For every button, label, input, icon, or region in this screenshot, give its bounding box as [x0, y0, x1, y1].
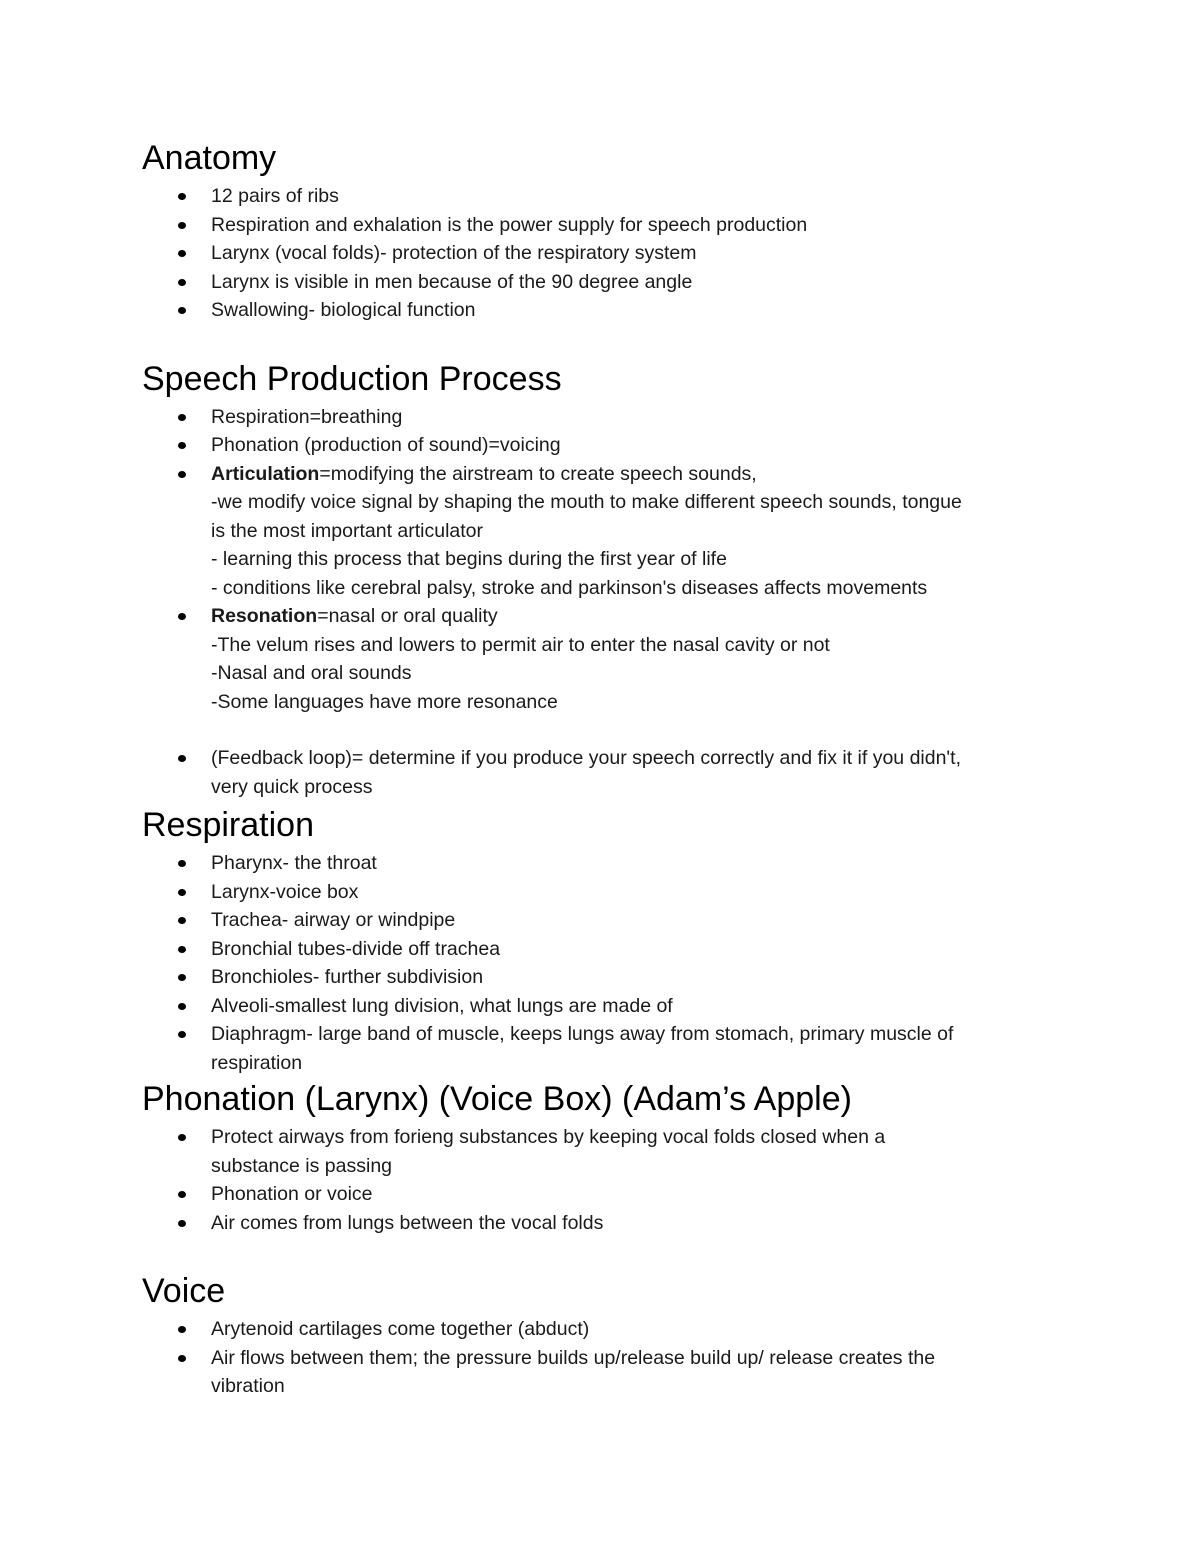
bullet-icon [178, 307, 186, 314]
bullet-icon [178, 222, 186, 229]
list-speech-production [142, 403, 1052, 802]
list-item: Phonation or voice [142, 1180, 1052, 1209]
term-resonation: Resonation [211, 605, 318, 627]
bullet-icon [178, 279, 186, 286]
list-item: Diaphragm- large band of muscle, keeps lungs away from stomach, primary muscle of respiration [142, 1020, 1052, 1077]
list-item: Alveoli-smallest lung division, what lungs are made of [142, 992, 1052, 1021]
list-item: Bronchioles- further subdivision [142, 963, 1052, 992]
list-item: Larynx-voice box [142, 878, 1052, 907]
list-item: Air flows between them; the pressure builds up/release build up/ release creates the vibration [142, 1344, 1052, 1401]
list-item: Larynx is visible in men because of the 90 degree angle [142, 268, 1052, 297]
heading-anatomy: Anatomy [142, 139, 277, 177]
bullet-icon [178, 1134, 186, 1141]
list-item: Air comes from lungs between the vocal folds [142, 1209, 1052, 1238]
bullet-icon [178, 442, 186, 449]
bullet-icon [178, 1355, 186, 1362]
list-item: 12 pairs of ribs [142, 182, 1052, 211]
bullet-icon [178, 1326, 186, 1333]
heading-voice: Voice [142, 1272, 226, 1310]
bullet-icon [178, 471, 186, 478]
bullet-icon [178, 1031, 186, 1038]
bullet-icon [178, 613, 186, 620]
bullet-icon [178, 974, 186, 981]
list-item: Larynx (vocal folds)- protection of the respiratory system [142, 239, 1052, 268]
document-page [142, 138, 1052, 1401]
list-item: Pharynx- the throat [142, 849, 1052, 878]
list-voice [142, 1315, 1052, 1401]
bullet-icon [178, 946, 186, 953]
bullet-icon [178, 917, 186, 924]
list-respiration [142, 849, 1052, 1077]
list-item: Bronchial tubes-divide off trachea [142, 935, 1052, 964]
list-anatomy [142, 182, 1052, 325]
heading-respiration: Respiration [142, 806, 314, 844]
bullet-icon [178, 889, 186, 896]
list-item: Swallowing- biological function [142, 296, 1052, 325]
bullet-icon [178, 860, 186, 867]
list-phonation [142, 1123, 1052, 1237]
bullet-icon [178, 193, 186, 200]
bullet-icon [178, 1003, 186, 1010]
bullet-icon [178, 250, 186, 257]
term-articulation: Articulation [211, 462, 320, 485]
list-item: Respiration and exhalation is the power supply for speech production [142, 211, 1052, 240]
bullet-icon [178, 1191, 186, 1198]
list-item-resonation: Resonation=nasal or oral quality -The velum rises and lowers to permit air to enter the nasal cavity or not -Nasal and oral sounds -Some languages have more resonance [142, 602, 1052, 744]
bullet-icon [178, 1220, 186, 1227]
list-item: Protect airways from forieng substances by keeping vocal folds closed when a substance is passing [142, 1123, 1052, 1180]
list-item: Respiration=breathing [142, 403, 1052, 432]
list-item: Phonation (production of sound)=voicing [142, 431, 1052, 460]
list-item: Trachea- airway or windpipe [142, 906, 1052, 935]
list-item-feedback-loop: (Feedback loop)= determine if you produce your speech correctly and fix it if you didn't, very quick process [142, 744, 1052, 801]
bullet-icon [178, 755, 186, 762]
heading-speech-production-process: Speech Production Process [142, 359, 562, 398]
list-item: Arytenoid cartilages come together (abduct) [142, 1315, 1052, 1344]
heading-phonation: Phonation (Larynx) (Voice Box) (Adam’s Apple) [142, 1080, 852, 1118]
list-item-articulation: Articulation=modifying the airstream to create speech sounds, -we modify voice signal by shaping the mouth to make different speech sounds, tongue is the most important articulator - learning this process that begins during the first year of life - conditions like cerebral palsy, stroke and parkinson's diseases affects movements [142, 460, 1052, 603]
bullet-icon [178, 414, 186, 421]
